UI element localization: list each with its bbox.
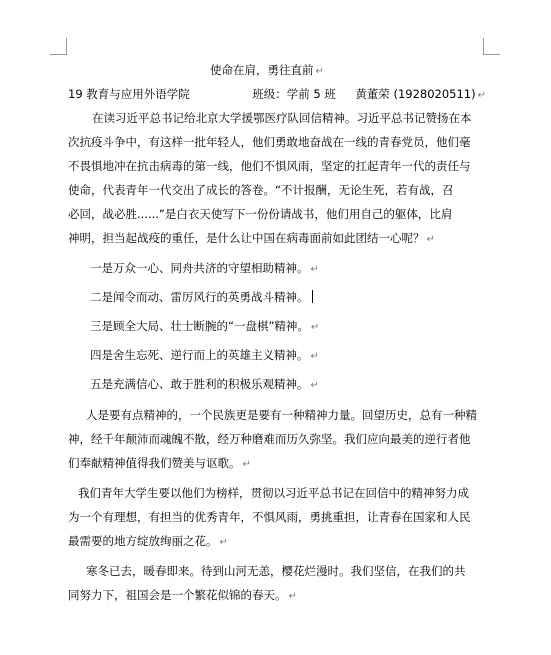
paragraph-mark-icon: ↵ (315, 66, 324, 77)
paragraph-line: 们奉献精神值得我们赞美与讴歌。 ↵ (68, 456, 251, 470)
list-item: 二是闻令而动、雷厉风行的英勇战斗精神。 (68, 283, 486, 312)
list-item: 三是顾全大局、壮士断腕的“一盘棋”精神。 ↵ (90, 319, 320, 333)
top-right-margin-mark (483, 38, 500, 55)
paragraph-line: 我们青年大学生要以他们为榜样，贯彻以习近平总书记在回信中的精神努力成 (78, 486, 469, 500)
body-paragraph-1 (68, 106, 486, 250)
paragraph-mark-icon: ↵ (477, 90, 486, 101)
paragraph-line: 次抗疫斗争中，有这样一批年轻人，他们勇敢地奋战在一线的青春党员，他们毫 (68, 135, 471, 149)
paragraph-line: 使命，代表青年一代交出了成长的答卷。“不计报酬，无论生死，若有战，召 (68, 183, 454, 197)
document-body[interactable] (68, 58, 486, 607)
body-paragraph-4 (68, 559, 486, 607)
paragraph-line: 必回，战必胜......”是白衣天使写下一份份请战书，他们用自己的躯体，比肩 (68, 207, 453, 221)
top-left-margin-mark (50, 38, 67, 55)
college-name: 19 教育与应用外语学院 (68, 87, 190, 101)
author-name: 黄董荣 (1928020511) ↵ (355, 87, 486, 101)
list-item: 五是充满信心、敢于胜利的积极乐观精神。 ↵ (90, 377, 319, 391)
text-cursor (312, 290, 313, 303)
paragraph-mark-icon: ↵ (310, 322, 320, 333)
paragraph-mark-icon: ↵ (242, 459, 251, 470)
paragraph-line: 最需要的地方绽放绚丽之花。 ↵ (68, 534, 228, 548)
paragraph-mark-icon: ↵ (288, 591, 297, 602)
paragraph-line: 神明，担当起战疫的重任，是什么让中国在病毒面前如此团结一心呢？ ↵ (68, 231, 435, 245)
body-paragraph-2 (68, 403, 486, 475)
class-name: 班级：学前 5 班 (252, 87, 336, 101)
author-line (68, 82, 486, 106)
paragraph-line: 不畏惧地冲在抗击病毒的第一线，他们不惧风雨，坚定的扛起青年一代的责任与 (68, 159, 471, 173)
list-item: 四是舍生忘死、逆行而上的英雄主义精神。 ↵ (90, 348, 319, 362)
paragraph-line: 寒冬已去，暖春即来。待到山河无恙，樱花烂漫时。我们坚信，在我们的共 (86, 564, 466, 578)
paragraph-line: 为一个有理想，有担当的优秀青年，不惧风雨，勇挑重担，让青春在国家和人民 (68, 510, 471, 524)
paragraph-line: 在读习近平总书记给北京大学援鄂医疗队回信精神。习近平总书记赞扬在本 (92, 111, 472, 125)
list-item: 一是万众一心、同舟共济的守望相助精神。 ↵ (90, 261, 319, 275)
paragraph-mark-icon: ↵ (310, 351, 319, 362)
paragraph-mark-icon: ↵ (310, 264, 319, 275)
body-paragraph-3 (68, 481, 486, 553)
spirit-list (68, 254, 486, 399)
paragraph-mark-icon: ↵ (310, 380, 319, 391)
document-title: 使命在肩，勇往直前 ↵ (210, 63, 324, 77)
paragraph-line: 神，经千年颠沛而魂魄不散，经万种磨难而历久弥坚。我们应向最美的逆行者他 (68, 432, 471, 446)
paragraph-line: 同努力下，祖国会是一个繁花似锦的春天。 ↵ (68, 588, 297, 602)
paragraph-mark-icon: ↵ (426, 234, 435, 245)
paragraph-line: 人是要有点精神的，一个民族更是要有一种精神力量。回望历史，总有一种精 (86, 408, 477, 422)
paragraph-mark-icon: ↵ (219, 537, 228, 548)
